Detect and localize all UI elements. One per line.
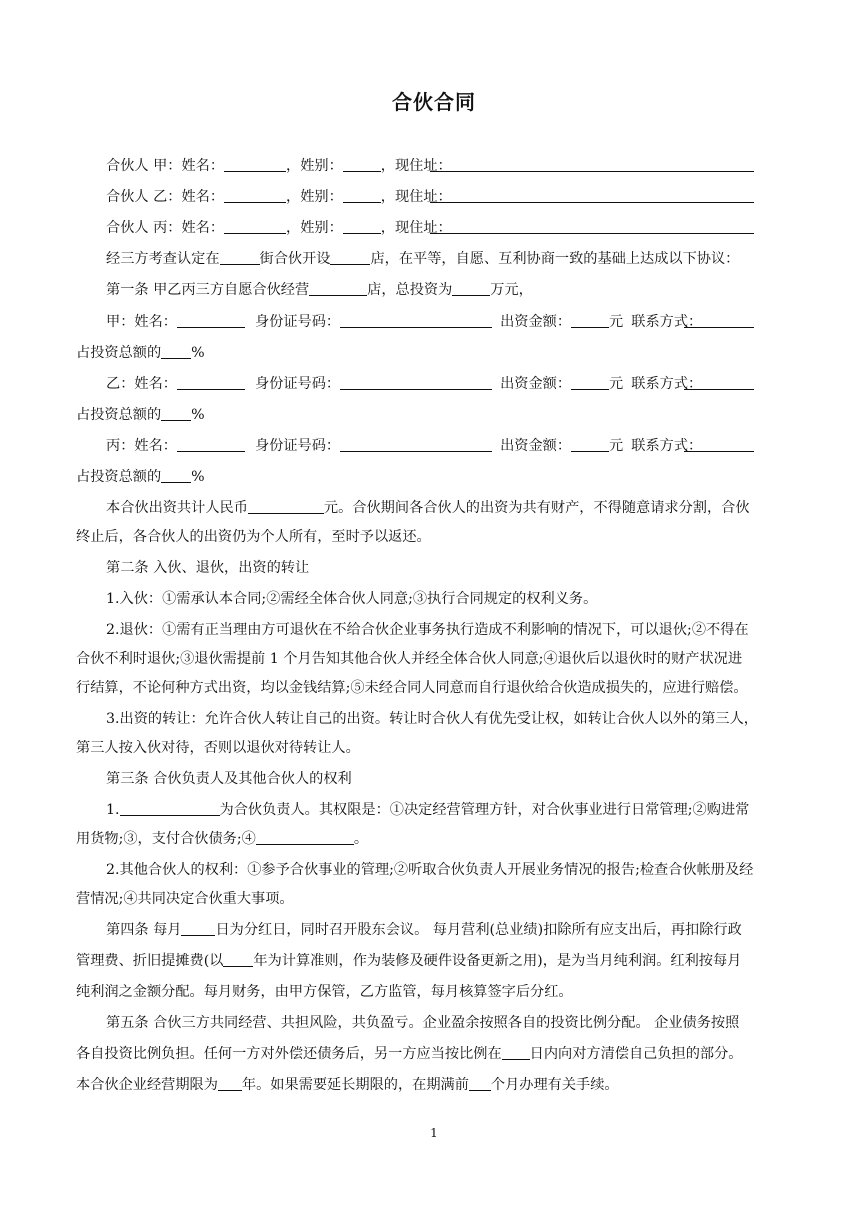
article-2-join: 1.入伙：①需承认本合同;②需经全体合伙人同意;③执行合同规定的权利义务。 xyxy=(106,591,598,607)
percent-label: % xyxy=(191,407,205,423)
intro-text: 街合伙开设 xyxy=(259,251,331,267)
partner-name-label: 合伙人 丙：姓名： xyxy=(106,220,225,236)
contact-label: 联系方式： xyxy=(631,376,703,392)
article-3-item-2-cont: 营情况;④共同决定合伙重大事项。 xyxy=(76,891,294,907)
amount-blank[interactable] xyxy=(571,312,609,328)
article-1-text: 店，总投资为 xyxy=(367,282,453,298)
total-capital-line xyxy=(76,498,826,518)
amount-label: 出资金额： xyxy=(500,376,572,392)
partner-line-jia xyxy=(76,156,826,176)
investor-name-blank[interactable] xyxy=(177,374,245,390)
amount-blank[interactable] xyxy=(571,436,609,452)
article-5-text: 各自投资比例负担。任何一方对外偿还债务后，另一方应当按比例在 xyxy=(76,1046,502,1062)
article-1-text: 第一条 甲乙丙三方自愿合伙经营 xyxy=(106,282,310,298)
article-4-line-1 xyxy=(76,920,826,940)
article-1-text: 万元， xyxy=(490,282,533,298)
address-blank[interactable] xyxy=(430,218,754,234)
page-number: 1 xyxy=(430,1126,438,1140)
document-title: 合伙合同 xyxy=(392,90,476,114)
investor-share-jia xyxy=(76,343,796,363)
sex-blank[interactable] xyxy=(343,218,381,234)
article-2-quit-3: 行结算，不论何种方式出资，均以金钱结算;⑤未经合同人同意而自行退伙给合伙造成损失的，应进行赔偿。 xyxy=(76,680,748,696)
contact-blank[interactable] xyxy=(684,436,754,452)
partner-line-bing xyxy=(76,218,826,238)
shop-blank[interactable] xyxy=(330,249,370,265)
article-4-text: 年为计算准则，作为装修及硬件设备更新之用)，是为当月纯利润。红利按每月 xyxy=(253,953,742,969)
investor-line-jia xyxy=(76,312,826,332)
intro-text: 经三方考查认定在 xyxy=(106,251,220,267)
investor-line-yi xyxy=(76,374,826,394)
article-5-line-1: 第五条 合伙三方共同经营、共担风险，共负盈亏。企业盈余按照各自的投资比例分配。 企业债务按照 xyxy=(106,1015,740,1031)
article-2-heading: 第二条 入伙、退伙，出资的转让 xyxy=(106,560,310,576)
contact-label: 联系方式： xyxy=(631,438,703,454)
sex-blank[interactable] xyxy=(343,187,381,203)
share-label: 占投资总额的 xyxy=(76,407,162,423)
article-2-quit-1: 2.退伙：①需有正当理由方可退伙在不给合伙企业事务执行造成不利影响的情况下，可以退伙;②不得在 xyxy=(106,622,749,638)
amount-blank[interactable] xyxy=(571,374,609,390)
partner-sex-label: ，姓别： xyxy=(286,189,343,205)
id-number-label: 身份证号码： xyxy=(254,438,341,454)
investor-name-label: 甲：姓名： xyxy=(106,314,177,330)
investor-name-label: 丙：姓名： xyxy=(106,438,177,454)
share-label: 占投资总额的 xyxy=(76,469,162,485)
id-number-label: 身份证号码： xyxy=(254,314,341,330)
manager-name-blank[interactable] xyxy=(120,800,220,816)
article-3-item-1 xyxy=(76,800,826,820)
article-2-transfer-2: 第三人按入伙对待，否则以退伙对待转让人。 xyxy=(76,740,360,756)
article-3-text: 。 xyxy=(353,831,369,847)
partner-address-label: ，现住址： xyxy=(380,189,452,205)
partner-sex-label: ，姓别： xyxy=(286,158,343,174)
percent-label: % xyxy=(191,345,205,361)
investor-name-blank[interactable] xyxy=(177,312,245,328)
article-5-text: 年。如果需要延长期限的，在期满前 xyxy=(241,1077,469,1093)
article-4-text: 日为分红日，同时召开股东会议。 每月营利(总业绩)扣除所有应支出后，再扣除行政 xyxy=(215,922,742,938)
investor-line-bing xyxy=(76,436,826,456)
yuan-label: 元 xyxy=(609,376,624,392)
contact-blank[interactable] xyxy=(684,374,754,390)
authority-blank[interactable] xyxy=(256,829,354,845)
total-capital-text: 元。合伙期间各合伙人的出资为共有财产，不得随意请求分割，合伙 xyxy=(323,500,750,516)
share-blank[interactable] xyxy=(161,343,191,359)
share-blank[interactable] xyxy=(161,405,191,421)
total-capital-blank[interactable] xyxy=(248,498,324,514)
investor-share-yi xyxy=(76,405,796,425)
total-capital-line-2 xyxy=(76,527,796,547)
yuan-label: 元 xyxy=(609,438,624,454)
id-number-blank[interactable] xyxy=(340,374,492,390)
article-3-heading: 第三条 合伙负责人及其他合伙人的权利 xyxy=(106,771,352,787)
repay-days-blank[interactable] xyxy=(502,1044,530,1060)
yuan-label: 元 xyxy=(609,314,624,330)
name-blank[interactable] xyxy=(224,187,286,203)
article-4-text: 第四条 每月 xyxy=(106,922,182,938)
article-2-quit-2: 合伙不利时退伙;③退伙需提前 1 个月告知其他合伙人并经全体合伙人同意;④退伙后以退伙时的财产状况进 xyxy=(76,651,743,667)
partner-line-yi xyxy=(76,187,826,207)
partner-name-label: 合伙人 甲：姓名： xyxy=(106,158,225,174)
article-3-text: 1. xyxy=(106,802,120,818)
article-4-line-2 xyxy=(76,951,796,971)
partner-name-label: 合伙人 乙：姓名： xyxy=(106,189,225,205)
id-number-blank[interactable] xyxy=(340,436,492,452)
article-5-line-3 xyxy=(76,1075,796,1095)
article-3-text: 为合伙负责人。其权限是：①决定经营管理方针，对合伙事业进行日常管理;②购进常 xyxy=(219,802,750,818)
article-5-text: 本合伙企业经营期限为 xyxy=(76,1077,218,1093)
share-blank[interactable] xyxy=(161,467,191,483)
amount-label: 出资金额： xyxy=(500,314,572,330)
article-4-text: 管理费、折旧提摊费(以 xyxy=(76,953,224,969)
dividend-day-blank[interactable] xyxy=(181,920,215,936)
id-number-blank[interactable] xyxy=(340,312,492,328)
name-blank[interactable] xyxy=(224,218,286,234)
investor-name-blank[interactable] xyxy=(177,436,245,452)
percent-label: % xyxy=(191,469,205,485)
article-5-line-2 xyxy=(76,1044,796,1064)
article-5-text: 个月办理有关手续。 xyxy=(490,1077,619,1093)
street-blank[interactable] xyxy=(220,249,260,265)
term-years-blank[interactable] xyxy=(218,1075,242,1091)
id-number-label: 身份证号码： xyxy=(254,376,341,392)
contact-label: 联系方式： xyxy=(631,314,703,330)
article-4-line-3: 纯利润之金额分配。每月财务，由甲方保管，乙方监管，每月核算签字后分红。 xyxy=(76,984,573,1000)
months-before-blank[interactable] xyxy=(469,1075,491,1091)
article-3-text: 用货物;③，支付合伙债务;④ xyxy=(76,831,256,847)
amount-label: 出资金额： xyxy=(500,438,572,454)
total-investment-blank[interactable] xyxy=(452,280,490,296)
article-3-item-2: 2.其他合伙人的权利：①参予合伙事业的管理;②听取合伙负责人开展业务情况的报告;检查合伙帐册及经 xyxy=(106,862,754,878)
article-2-transfer-1: 3.出资的转让：允许合伙人转让自己的出资。转让时合伙人有优先受让权，如转让合伙人以外的第三人， xyxy=(106,711,758,727)
investor-share-bing xyxy=(76,467,796,487)
sex-blank[interactable] xyxy=(343,156,381,172)
contact-blank[interactable] xyxy=(684,312,754,328)
investor-name-label: 乙：姓名： xyxy=(106,376,177,392)
total-capital-text: 本合伙出资共计人民币 xyxy=(106,500,248,516)
article-5-text: 日内向对方清偿自己负担的部分。 xyxy=(529,1046,743,1062)
share-label: 占投资总额的 xyxy=(76,345,162,361)
intro-line xyxy=(76,249,826,269)
partner-address-label: ，现住址： xyxy=(380,158,452,174)
shop-name-blank[interactable] xyxy=(309,280,367,296)
name-blank[interactable] xyxy=(224,156,286,172)
article-1-line xyxy=(76,280,826,300)
partner-address-label: ，现住址： xyxy=(380,220,452,236)
total-capital-text: 终止后，各合伙人的出资仍为个人所有，至时予以返还。 xyxy=(76,529,431,545)
address-blank[interactable] xyxy=(430,156,754,172)
partner-sex-label: ，姓别： xyxy=(286,220,343,236)
depreciation-years-blank[interactable] xyxy=(223,951,253,967)
intro-text: 店，在平等，自愿、互利协商一致的基础上达成以下协议： xyxy=(370,251,740,267)
address-blank[interactable] xyxy=(430,187,754,203)
article-3-item-1-cont xyxy=(76,829,796,849)
